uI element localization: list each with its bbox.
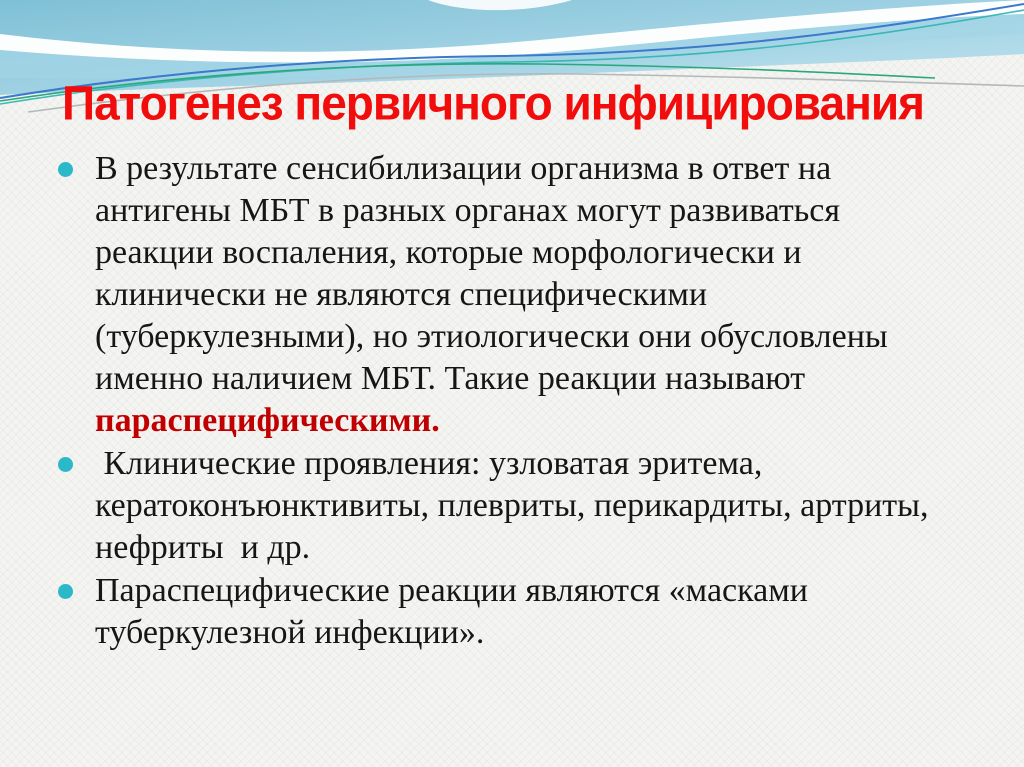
slide-body bbox=[56, 148, 966, 655]
highlighted-term: параспецифическими. bbox=[95, 402, 440, 439]
bullet-marker-icon bbox=[58, 457, 73, 472]
bullet-text bbox=[95, 443, 963, 569]
text-run: В результате сенсибилизации организма в ответ на антигены МБТ в разных органах могут развиваться реакции воспаления, которые морфологически и клинически не являются специфическими (туберкулезными), но этиологически они обусловлены именно наличием МБТ. Такие реакции называют bbox=[95, 150, 897, 397]
list-item bbox=[56, 570, 966, 654]
text-run: Клинические проявления: узловатая эритема, кератоконъюнктивиты, плевриты, перикардиты, артриты, нефриты и др. bbox=[95, 445, 937, 566]
text-run: Параспецифические реакции являются «масками туберкулезной инфекции». bbox=[95, 572, 817, 651]
bullet-text bbox=[95, 148, 963, 442]
bullet-marker-icon bbox=[58, 584, 73, 599]
bullet-list bbox=[56, 148, 966, 654]
bullet-text bbox=[95, 570, 963, 654]
bullet-marker-icon bbox=[58, 162, 73, 177]
list-item bbox=[56, 443, 966, 569]
list-item bbox=[56, 148, 966, 442]
slide-title: Патогенез первичного инфицирования bbox=[62, 75, 924, 130]
